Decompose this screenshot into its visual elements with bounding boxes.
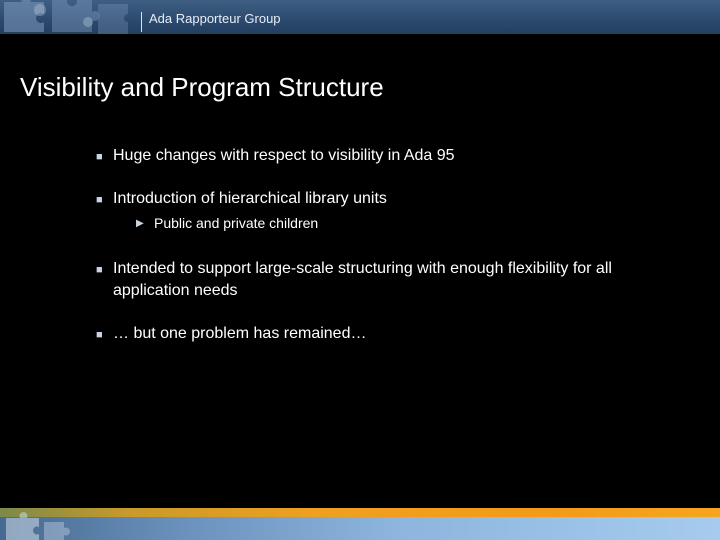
group-name: Ada Rapporteur Group bbox=[149, 11, 281, 26]
triangle-bullet-icon: ▶ bbox=[136, 218, 144, 229]
footer-puzzle-icon bbox=[0, 508, 80, 540]
bullet-text: Intended to support large-scale structuring with enough flexibility for all application needs bbox=[113, 260, 612, 299]
square-bullet-icon: ■ bbox=[96, 151, 103, 163]
sub-bullet-item bbox=[136, 213, 318, 234]
bullet-item bbox=[96, 145, 666, 168]
bullet-text: Introduction of hierarchical library units bbox=[113, 190, 387, 207]
slide-title: Visibility and Program Structure bbox=[20, 72, 384, 102]
bullet-text: … but one problem has remained… bbox=[113, 325, 367, 342]
footer-orange-stripe bbox=[0, 508, 720, 517]
square-bullet-icon: ■ bbox=[96, 329, 103, 341]
sub-bullet-text: Public and private children bbox=[154, 215, 319, 231]
bullet-text: Huge changes with respect to visibility in Ada 95 bbox=[113, 147, 455, 164]
square-bullet-icon: ■ bbox=[96, 264, 103, 276]
bullet-item bbox=[96, 258, 666, 302]
bullet-item bbox=[96, 188, 666, 211]
footer-band bbox=[0, 508, 720, 540]
footer-blue-stripe bbox=[0, 517, 720, 540]
bullet-item bbox=[96, 323, 666, 346]
square-bullet-icon: ■ bbox=[96, 194, 103, 206]
